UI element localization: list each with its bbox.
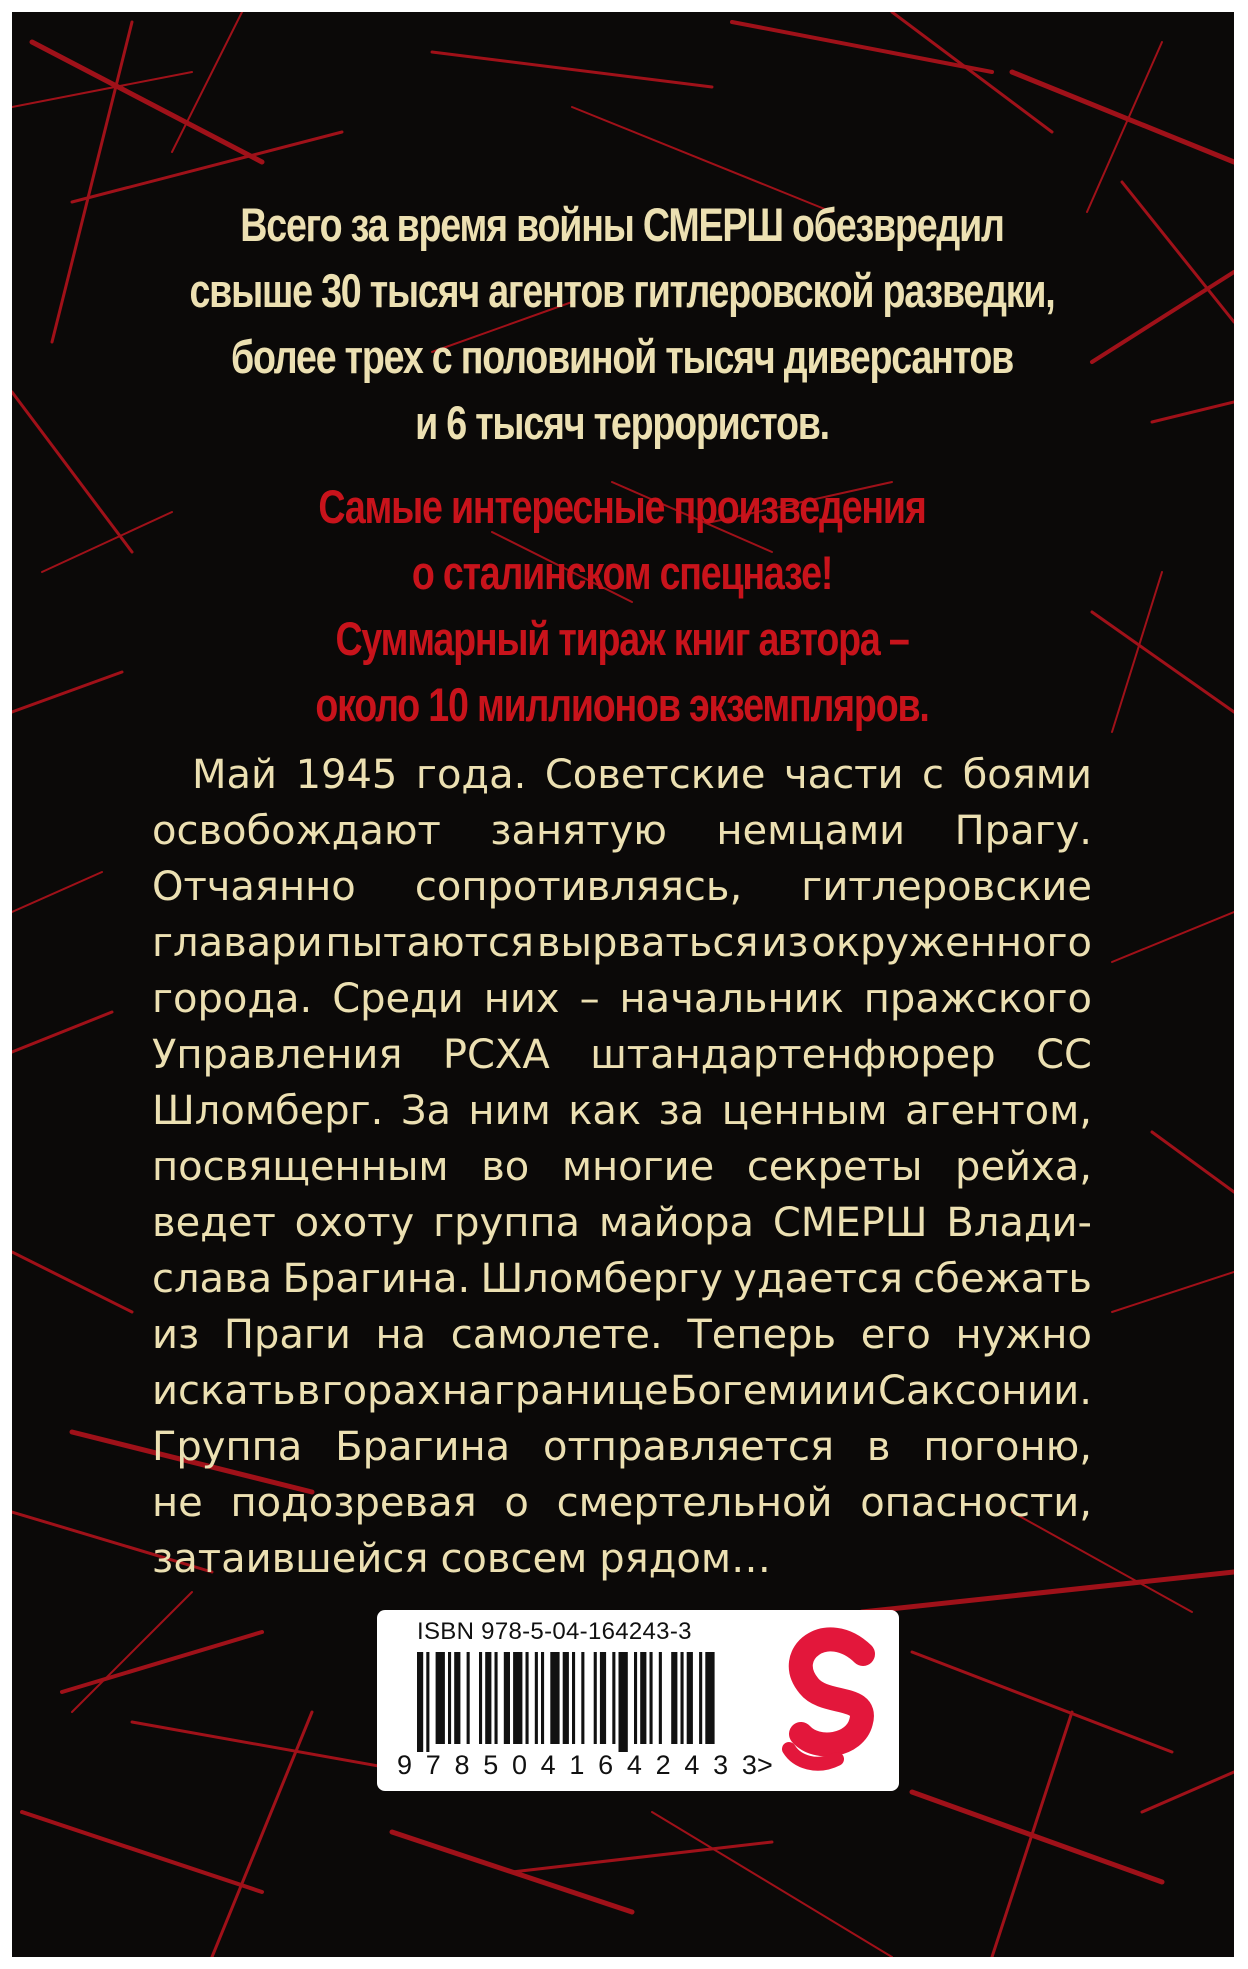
synopsis-word: ним: [468, 1088, 551, 1134]
synopsis-word: Прагу.: [954, 808, 1092, 854]
synopsis-word: Влади-: [946, 1200, 1092, 1246]
cream-blurb-line: более трех с половиной тысяч диверсантов: [230, 330, 1014, 383]
barcode-digit: 4: [626, 1750, 642, 1780]
synopsis-word: гитлеровские: [801, 864, 1092, 910]
synopsis-word: пытаются: [325, 920, 534, 966]
synopsis-word: сопротивляясь,: [414, 864, 743, 910]
cream-blurb-line: и 6 тысяч террористов.: [415, 396, 829, 449]
synopsis-word: не: [152, 1480, 203, 1526]
barcode-digit: 4: [540, 1750, 556, 1780]
synopsis-word: из: [152, 1312, 200, 1358]
synopsis-line: [152, 1307, 1092, 1363]
synopsis-word: года.: [415, 752, 527, 798]
barcode-panel: [377, 1610, 899, 1791]
synopsis-word: части: [784, 752, 904, 798]
synopsis-line: [152, 803, 1092, 859]
synopsis-word: нужно: [955, 1312, 1092, 1358]
synopsis-word: немцами: [716, 808, 906, 854]
synopsis-word: штандартенфюрер: [590, 1032, 996, 1078]
synopsis-word: Советские: [544, 752, 766, 798]
synopsis-word: многие: [561, 1144, 715, 1190]
synopsis-word: агентом,: [905, 1088, 1092, 1134]
synopsis-word: РСХА: [442, 1032, 550, 1078]
synopsis-word: в: [866, 1424, 891, 1470]
barcode-digit: 1: [569, 1750, 585, 1780]
synopsis-word: секреты: [746, 1144, 923, 1190]
red-blurb-line: около 10 миллионов экземпляров.: [315, 678, 929, 731]
synopsis-word: границе: [493, 1368, 669, 1414]
synopsis-word: удается: [733, 1256, 903, 1302]
synopsis-line: [152, 1027, 1092, 1083]
synopsis-word: пражского: [863, 976, 1092, 1022]
synopsis-word: посвященным: [152, 1144, 449, 1190]
barcode-digits: [397, 1750, 757, 1781]
synopsis-line: [152, 747, 1092, 803]
synopsis-line: [152, 1139, 1092, 1195]
synopsis-word: рядом…: [599, 1536, 772, 1582]
synopsis-word: начальник: [619, 976, 844, 1022]
barcode-digit: 7: [425, 1750, 441, 1780]
barcode-digit: 5: [483, 1750, 499, 1780]
barcode-icon: [417, 1652, 727, 1752]
synopsis-word: как: [568, 1088, 642, 1134]
synopsis-line: [152, 1195, 1092, 1251]
synopsis-word: города.: [152, 976, 313, 1022]
synopsis-line: [152, 1531, 1092, 1587]
synopsis-word: о: [504, 1480, 529, 1526]
synopsis-word: группа: [433, 1200, 581, 1246]
synopsis-line: [152, 971, 1092, 1027]
book-back-cover: [12, 12, 1234, 1957]
isbn-label: ISBN 978-5-04-164243-3: [417, 1618, 692, 1645]
synopsis-word: затаившейся: [152, 1536, 429, 1582]
synopsis-word: самолете.: [450, 1312, 663, 1358]
synopsis-line: [152, 1419, 1092, 1475]
synopsis-word: вырваться: [536, 920, 759, 966]
synopsis-word: опасности,: [860, 1480, 1092, 1526]
synopsis-word: ведет: [152, 1200, 276, 1246]
cream-blurb: [182, 192, 1062, 456]
synopsis-word: Брагина.: [282, 1256, 471, 1302]
synopsis-word: Праги: [223, 1312, 351, 1358]
synopsis-line: [152, 1251, 1092, 1307]
synopsis-word: Брагина: [335, 1424, 511, 1470]
synopsis-word: подозревая: [230, 1480, 477, 1526]
synopsis-word: 1945: [295, 752, 398, 798]
synopsis-word: искать: [152, 1368, 296, 1414]
synopsis-word: освобождают: [152, 808, 441, 854]
synopsis-word: Саксонии.: [878, 1368, 1092, 1414]
synopsis-word: погоню,: [923, 1424, 1092, 1470]
synopsis-word: СС: [1036, 1032, 1092, 1078]
synopsis-word: с: [922, 752, 945, 798]
synopsis-word: занятую: [490, 808, 667, 854]
synopsis-word: СМЕРШ: [772, 1200, 928, 1246]
synopsis-word: и: [850, 1368, 877, 1414]
synopsis-line: [152, 915, 1092, 971]
synopsis-word: на: [375, 1312, 427, 1358]
synopsis-word: Среди: [332, 976, 464, 1022]
synopsis-word: смертельной: [556, 1480, 833, 1526]
synopsis-word: них: [483, 976, 560, 1022]
quiet-zone-mark: >: [757, 1750, 773, 1780]
synopsis-word: на: [441, 1368, 493, 1414]
barcode-digit: 9: [397, 1750, 413, 1780]
synopsis-word: сбежать: [913, 1256, 1092, 1302]
synopsis-word: окруженного: [811, 920, 1092, 966]
red-blurb: [182, 474, 1062, 738]
barcode-digit: 3: [713, 1750, 729, 1780]
barcode-digit: 4: [684, 1750, 700, 1780]
red-blurb-line: Суммарный тираж книг автора –: [335, 612, 909, 665]
synopsis-word: рейха,: [955, 1144, 1092, 1190]
synopsis-line: [152, 1083, 1092, 1139]
synopsis-word: Отчаянно: [152, 864, 356, 910]
synopsis-word: боями: [962, 752, 1092, 798]
barcode-digit: 6: [598, 1750, 614, 1780]
cream-blurb-line: свыше 30 тысяч агентов гитлеровской разведки,: [189, 264, 1055, 317]
synopsis-word: горах: [321, 1368, 441, 1414]
barcode-digit: 3: [741, 1750, 757, 1780]
synopsis-word: Теперь: [687, 1312, 837, 1358]
synopsis-word: Шломбергу: [480, 1256, 723, 1302]
synopsis-word: Группа: [152, 1424, 303, 1470]
synopsis-word: главари: [152, 920, 323, 966]
barcode-digit: 0: [511, 1750, 527, 1780]
synopsis-line: [152, 1475, 1092, 1531]
barcode-digit: 2: [655, 1750, 671, 1780]
synopsis-word: во: [481, 1144, 530, 1190]
red-blurb-line: Самые интересные произведения: [318, 480, 926, 533]
eksmo-logo-icon: [777, 1624, 887, 1774]
cream-blurb-line: Всего за время войны СМЕРШ обезвредил: [240, 198, 1004, 251]
synopsis-word: Май: [192, 752, 278, 798]
synopsis-paragraph: [152, 747, 1092, 1587]
synopsis-word: совсем: [440, 1536, 588, 1582]
synopsis-word: за: [658, 1088, 705, 1134]
synopsis-line: [152, 1363, 1092, 1419]
synopsis-word: –: [579, 976, 600, 1022]
synopsis-word: Управления: [152, 1032, 403, 1078]
synopsis-word: ценным: [721, 1088, 888, 1134]
synopsis-word: отправляется: [543, 1424, 835, 1470]
synopsis-word: Шломберг.: [152, 1088, 384, 1134]
synopsis-line: [152, 859, 1092, 915]
synopsis-word: Богемии: [669, 1368, 850, 1414]
synopsis-word: слава: [152, 1256, 273, 1302]
synopsis-word: охоту: [294, 1200, 415, 1246]
synopsis-word: его: [860, 1312, 931, 1358]
barcode-digit: 8: [454, 1750, 470, 1780]
synopsis-word: майора: [598, 1200, 754, 1246]
synopsis-word: За: [400, 1088, 451, 1134]
synopsis-word: из: [761, 920, 809, 966]
synopsis-word: в: [296, 1368, 321, 1414]
red-blurb-line: о сталинском спецназе!: [411, 546, 833, 599]
